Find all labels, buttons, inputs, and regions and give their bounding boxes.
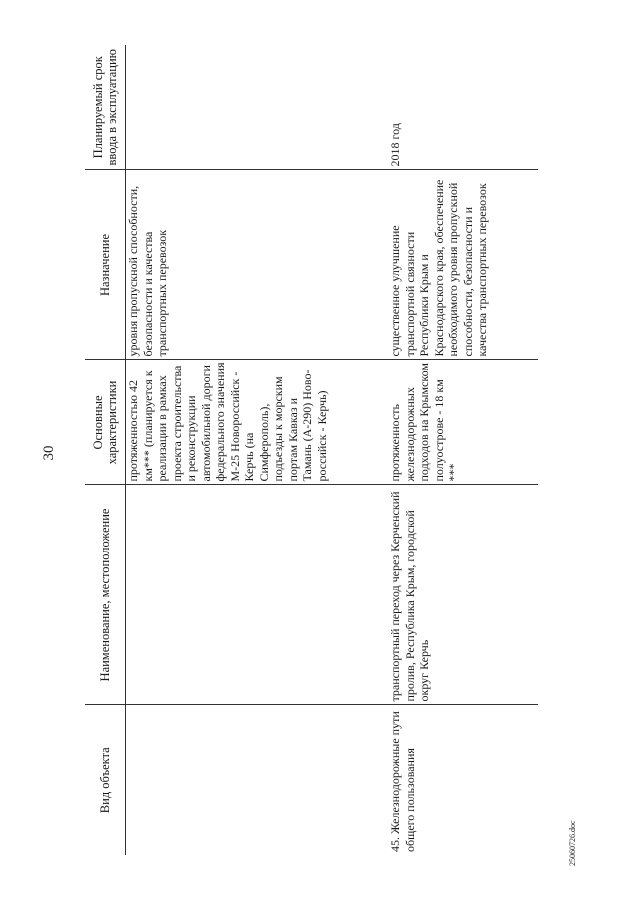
- header-purpose: Назначение: [85, 170, 126, 360]
- cell-name: [126, 485, 389, 705]
- table-row: [126, 45, 389, 855]
- table-row: [388, 45, 538, 855]
- header-type: Вид объекта: [85, 705, 126, 855]
- objects-table: [85, 45, 538, 855]
- cell-characteristics: протяженностью 42 км*** (планируется к реализации в рамках проекта строительства и реконструкции автомобильной дороги федерального значения М-25 Новороссийск - Керчь (на Симферополь), подъезды к морским портам Кавказ и Тамань (А-290) Ново-российск - Керчь): [126, 360, 389, 485]
- table-header: [85, 45, 126, 855]
- document-sheet: [85, 45, 545, 855]
- header-date: Планируемый срок ввода в эксплуатацию: [85, 45, 126, 170]
- header-characteristics: Основные характеристики: [85, 360, 126, 485]
- rotated-table-wrapper: [85, 45, 545, 855]
- cell-name: транспортный переход через Керченский пролив, Республика Крым, городской округ Керчь: [388, 485, 538, 705]
- cell-purpose: существенное улучшение транспортной связности Республики Крым и Краснодарского края, обеспечение необходимого уровня пропускной способности, безопасности и качества транспортных перевозок: [388, 170, 538, 360]
- cell-type: [126, 705, 389, 855]
- page-number: 30: [40, 445, 57, 461]
- cell-purpose: уровня пропускной способности, безопасности и качества транспортных перевозок: [126, 170, 389, 360]
- cell-type: 45. Железнодорожные пути общего пользования: [388, 711, 417, 852]
- header-name: Наименование, местоположение: [85, 485, 126, 705]
- cell-date: 2018 год: [388, 45, 538, 170]
- cell-date: [126, 45, 389, 170]
- cell-characteristics: протяженность железнодорожных подходов на Крымском полуострове - 18 км ***: [388, 360, 538, 485]
